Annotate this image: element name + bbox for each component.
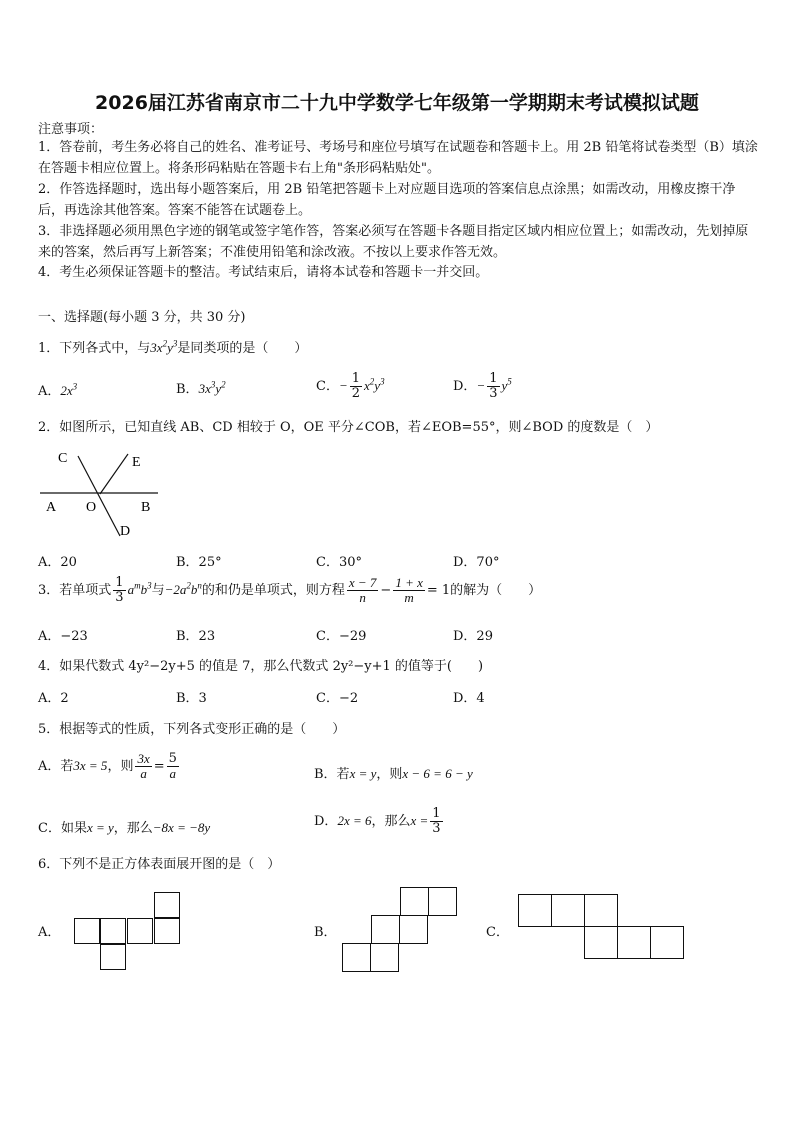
section-heading: 一、选择题(每小题 3 分，共 30 分) <box>38 310 246 325</box>
q3-option-d[interactable]: D．29 <box>453 629 493 644</box>
net-c-square <box>584 894 618 927</box>
q3-option-a[interactable]: A．−23 <box>38 629 88 644</box>
q5-option-c[interactable]: C．如果x = y，那么−8x = −8y <box>38 820 211 836</box>
q1-option-a[interactable]: A．$2x^3$ <box>38 381 78 399</box>
line-cd <box>78 456 120 536</box>
label-e: E <box>132 455 141 470</box>
question-4: 4．如果代数式 4y²−2y+5 的值是 7，那么代数式 2y²−y+1 的值等于( ) <box>38 659 484 674</box>
q3-option-c[interactable]: C．−29 <box>316 629 367 644</box>
q6-option-b[interactable]: B． <box>314 925 337 940</box>
q4-option-c[interactable]: C．−2 <box>316 691 359 706</box>
net-a-square <box>154 892 180 918</box>
q2-option-b[interactable]: B．25° <box>176 555 222 570</box>
net-b-square <box>400 887 429 916</box>
q1-option-c[interactable]: C．− $\frac{1}{2}$ $x^2y^3$ <box>316 371 385 401</box>
q4-option-d[interactable]: D．4 <box>453 691 485 706</box>
question-6: 6．下列不是正方体表面展开图的是（ ） <box>38 857 281 872</box>
notice-item-3: 3．非选择题必须用黑色字迹的钢笔或签字笔作答，答案必须写在答题卡各题目指定区域内相应位置上；如需改动，先划掉原来的答案，然后再写上新答案；不准使用铅笔和涂改液。不按以上要求作答无效。 <box>38 224 749 260</box>
q4-option-a[interactable]: A．2 <box>38 691 69 706</box>
q5-option-b[interactable]: B．若x = y，则x − 6 = 6 − y <box>314 766 473 782</box>
q1-expression: $3x^2y^3$ <box>150 338 178 355</box>
net-a-square <box>74 918 100 944</box>
question-3: 3．若单项式 $\frac{1}{3}$ $a^mb^3$与$-2a^2b^n$的和仍是单项式，则方程 $\frac{x - 7}{n}$ − $\frac{1 + x}{m}$ = 1的解为（ ） <box>38 575 542 605</box>
q2-option-a[interactable]: A．20 <box>38 555 77 570</box>
net-a-square <box>127 918 153 944</box>
net-c-square <box>584 926 618 959</box>
label-o: O <box>86 500 97 515</box>
notice-item-4: 4．考生必须保证答题卡的整洁。考试结束后，请将本试卷和答题卡一并交回。 <box>38 265 489 280</box>
label-c: C <box>58 451 68 466</box>
net-a-square <box>100 944 126 970</box>
notice-item-1: 1．答卷前，考生务必将自己的姓名、准考证号、考场号和座位号填写在试题卷和答题卡上。用 2B 铅笔将试卷类型（B）填涂在答题卡相应位置上。将条形码粘贴在答题卡右上角"条形码粘贴处"。 <box>38 140 758 176</box>
q2-figure <box>36 444 166 540</box>
ray-oe <box>100 454 128 494</box>
label-d: D <box>120 524 131 539</box>
question-1: 1．下列各式中，与$3x^2y^3$是同类项的是（ ） <box>38 338 308 356</box>
q2-option-c[interactable]: C．30° <box>316 555 362 570</box>
net-b-square <box>371 915 400 944</box>
q3-option-b[interactable]: B．23 <box>176 629 216 644</box>
net-a-square <box>100 918 126 944</box>
q6-option-c[interactable]: C． <box>486 925 509 940</box>
question-2: 2．如图所示，已知直线 AB、CD 相较于 O，OE 平分∠COB，若∠EOB=55°，则∠BOD 的度数是（ ） <box>38 420 659 435</box>
net-c-square <box>650 926 684 959</box>
q5-option-d[interactable]: D．2x = 6，那么x = $\frac{1}{3}$ <box>314 806 441 836</box>
net-b-square <box>399 915 428 944</box>
q1-option-d[interactable]: D．− $\frac{1}{3}$ $y^5$ <box>453 371 512 401</box>
page-title: 2026届江苏省南京市二十九中学数学七年级第一学期期末考试模拟试题 <box>95 92 699 114</box>
net-c-square <box>518 894 552 927</box>
q1-option-b[interactable]: B．$3x^3y^2$ <box>176 379 226 397</box>
q4-option-b[interactable]: B．3 <box>176 691 207 706</box>
net-a-square <box>154 918 180 944</box>
net-b-square <box>428 887 457 916</box>
label-a: A <box>46 500 57 515</box>
label-b: B <box>141 500 151 515</box>
net-b-square <box>370 943 399 972</box>
net-c-square <box>617 926 651 959</box>
notice-item-2: 2．作答选择题时，选出每小题答案后，用 2B 铅笔把答题卡上对应题目选项的答案信息点涂黑；如需改动，用橡皮擦干净后，再选涂其他答案。答案不能答在试题卷上。 <box>38 182 736 218</box>
question-5: 5．根据等式的性质，下列各式变形正确的是（ ） <box>38 722 346 737</box>
net-c-square <box>551 894 585 927</box>
net-b-square <box>342 943 371 972</box>
notice-heading: 注意事项： <box>38 122 104 137</box>
q6-option-a[interactable]: A． <box>38 925 61 940</box>
q5-option-a[interactable]: A．若3x = 5，则 $\frac{3x}{a}$ = $\frac{5}{a}$ <box>38 751 177 781</box>
q2-option-d[interactable]: D．70° <box>453 555 500 570</box>
